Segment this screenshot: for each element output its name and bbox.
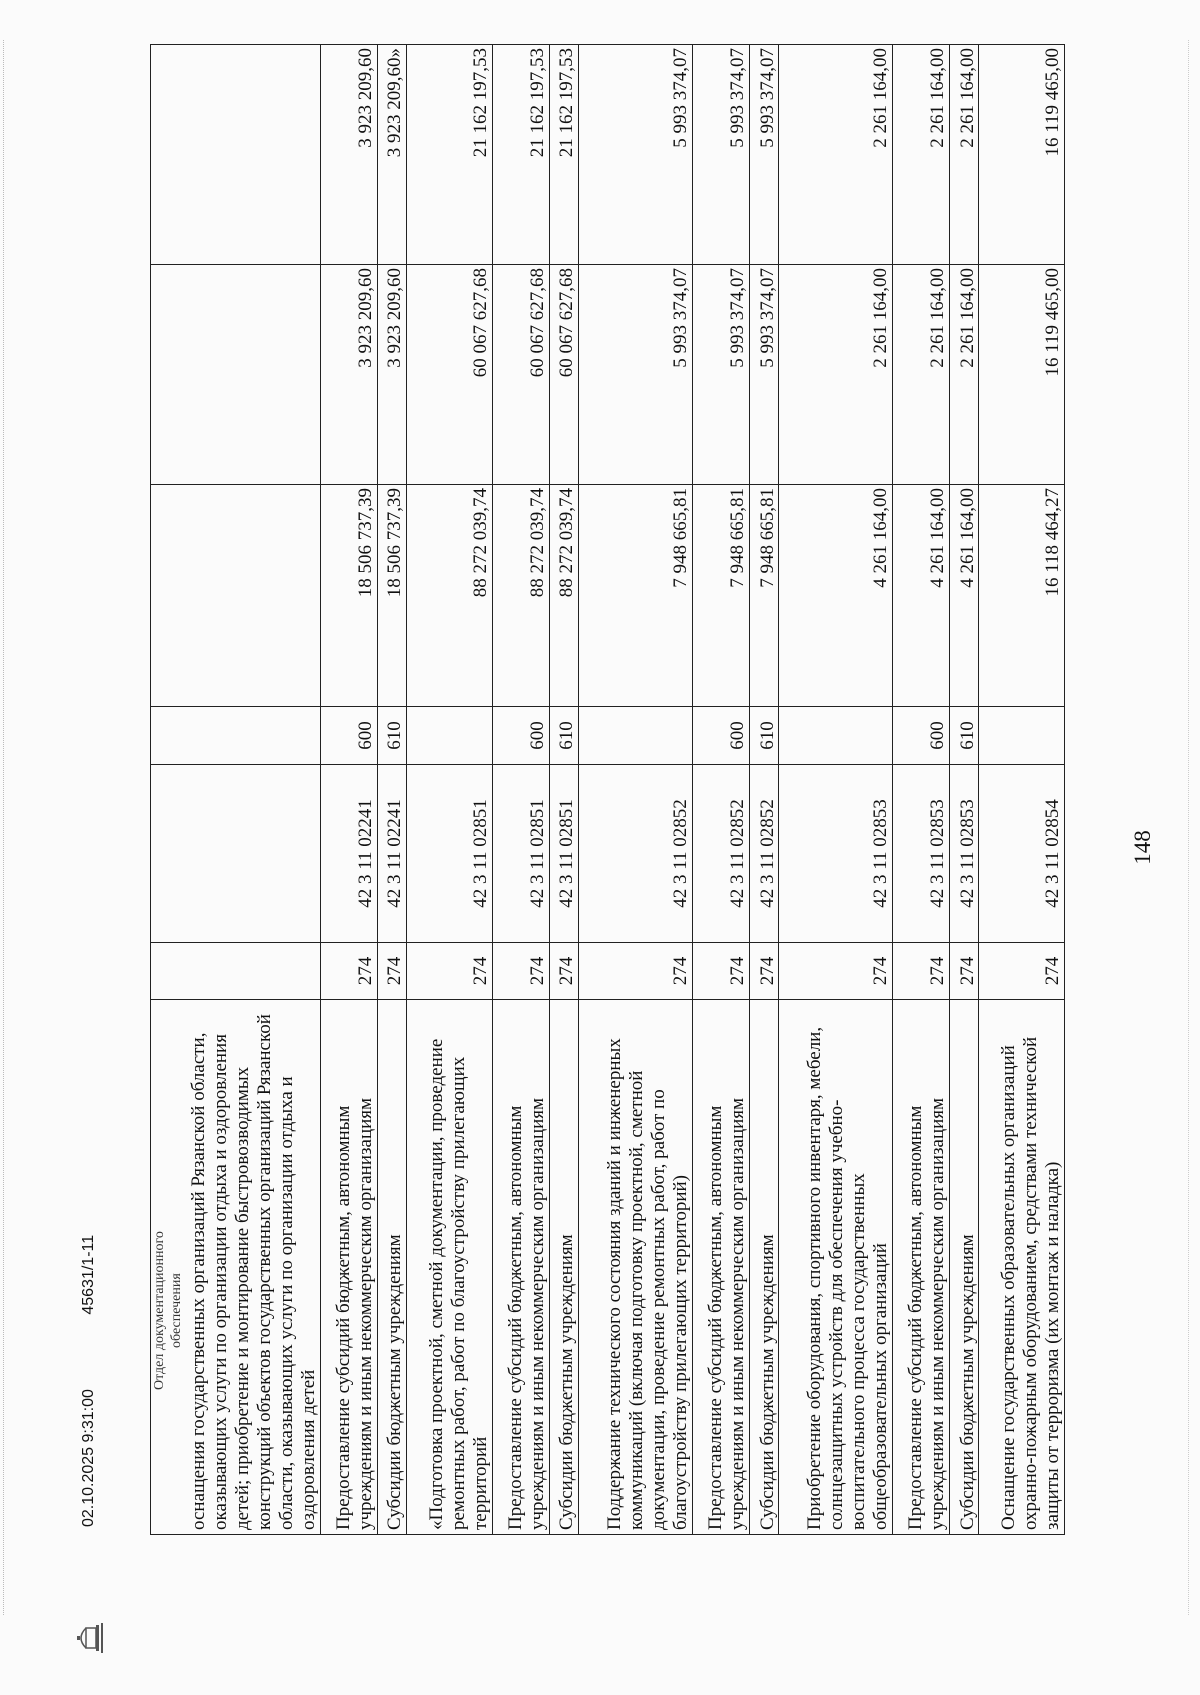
expense-type-cell: 600 xyxy=(692,707,749,765)
amount-year1-cell: 7 948 665,81 xyxy=(692,485,749,707)
footer-doc-code: 45631/1-11 xyxy=(80,1234,97,1315)
amount-year2-cell: 60 067 627,68 xyxy=(407,265,492,485)
expense-type-cell: 600 xyxy=(320,707,377,765)
table-row xyxy=(320,45,377,1535)
amount-year2-cell: 3 923 209,60 xyxy=(377,265,406,485)
table-row xyxy=(377,45,406,1535)
ministry-code-cell: 274 xyxy=(892,943,949,1000)
amount-year1-cell: 4 261 164,00 xyxy=(892,485,949,707)
page-number: 148 xyxy=(1130,830,1155,865)
amount-year2-cell: 16 119 465,00 xyxy=(979,265,1065,485)
amount-year1-cell xyxy=(151,485,321,707)
row-name-cell: Предоставление субсидий бюджетным, автономным учреждениям и иным некоммерческим организациям xyxy=(892,1000,949,1535)
amount-year1-cell: 88 272 039,74 xyxy=(492,485,549,707)
ministry-code-cell: 274 xyxy=(320,943,377,1000)
amount-year2-cell: 60 067 627,68 xyxy=(549,265,578,485)
table-row xyxy=(492,45,549,1535)
target-article-cell: 42 3 11 02853 xyxy=(779,765,892,943)
expense-type-cell xyxy=(151,707,321,765)
scan-edge-marks-bottom xyxy=(1188,40,1191,1615)
amount-year1-cell: 18 506 737,39 xyxy=(320,485,377,707)
amount-year3-cell: 5 993 374,07 xyxy=(579,45,692,265)
amount-year3-cell xyxy=(151,45,321,265)
expense-type-cell: 610 xyxy=(750,707,779,765)
expense-type-cell: 610 xyxy=(549,707,578,765)
target-article-cell: 42 3 11 02852 xyxy=(692,765,749,943)
target-article-cell: 42 3 11 02241 xyxy=(320,765,377,943)
target-article-cell: 42 3 11 02852 xyxy=(579,765,692,943)
ministry-code-cell: 274 xyxy=(579,943,692,1000)
amount-year3-cell: 5 993 374,07 xyxy=(750,45,779,265)
amount-year3-cell: 3 923 209,60» xyxy=(377,45,406,265)
amount-year3-cell: 21 162 197,53 xyxy=(407,45,492,265)
target-article-cell: 42 3 11 02854 xyxy=(979,765,1065,943)
row-name-cell: Субсидии бюджетным учреждениям xyxy=(950,1000,979,1535)
expense-type-cell: 610 xyxy=(377,707,406,765)
department-stamp xyxy=(152,1231,186,1390)
ministry-code-cell: 274 xyxy=(779,943,892,1000)
ministry-code-cell: 274 xyxy=(750,943,779,1000)
scan-edge-marks xyxy=(3,40,6,1615)
row-name-cell: Предоставление субсидий бюджетным, автономным учреждениям и иным некоммерческим организациям xyxy=(692,1000,749,1535)
target-article-cell: 42 3 11 02853 xyxy=(892,765,949,943)
footer-info xyxy=(80,1165,98,1527)
amount-year3-cell: 2 261 164,00 xyxy=(779,45,892,265)
amount-year3-cell: 2 261 164,00 xyxy=(950,45,979,265)
amount-year1-cell: 7 948 665,81 xyxy=(750,485,779,707)
amount-year2-cell: 2 261 164,00 xyxy=(892,265,949,485)
target-article-cell xyxy=(151,765,321,943)
target-article-cell: 42 3 11 02241 xyxy=(377,765,406,943)
amount-year3-cell: 21 162 197,53 xyxy=(492,45,549,265)
amount-year2-cell: 5 993 374,07 xyxy=(579,265,692,485)
amount-year1-cell: 4 261 164,00 xyxy=(950,485,979,707)
target-article-cell: 42 3 11 02851 xyxy=(407,765,492,943)
table-row xyxy=(692,45,749,1535)
amount-year2-cell: 60 067 627,68 xyxy=(492,265,549,485)
target-article-cell: 42 3 11 02851 xyxy=(492,765,549,943)
amount-year1-cell: 88 272 039,74 xyxy=(407,485,492,707)
amount-year1-cell: 7 948 665,81 xyxy=(579,485,692,707)
expense-type-cell xyxy=(779,707,892,765)
amount-year2-cell xyxy=(151,265,321,485)
table-row xyxy=(892,45,949,1535)
table-row xyxy=(779,45,892,1535)
ministry-code-cell: 274 xyxy=(950,943,979,1000)
amount-year2-cell: 2 261 164,00 xyxy=(950,265,979,485)
stamp-line-1: Отдел документационного xyxy=(152,1231,167,1390)
amount-year1-cell: 88 272 039,74 xyxy=(549,485,578,707)
stamp-line-2: обеспечения xyxy=(168,1273,184,1348)
ministry-code-cell: 274 xyxy=(979,943,1065,1000)
row-name-cell: Предоставление субсидий бюджетным, автономным учреждениям и иным некоммерческим организациям xyxy=(492,1000,549,1535)
row-name-cell: «Подготовка проектной, сметной документации, проведение ремонтных работ, работ по благоустройству прилегающих территорий xyxy=(407,1000,492,1535)
amount-year1-cell: 4 261 164,00 xyxy=(779,485,892,707)
row-name-cell: Поддержание технического состояния зданий и инженерных коммуникаций (включая подготовку проектной, сметной документации, проведение ремонтных работ, работ по благоустройству прилегающих территорий) xyxy=(579,1000,692,1535)
amount-year2-cell: 5 993 374,07 xyxy=(692,265,749,485)
table-row xyxy=(549,45,578,1535)
row-name-cell: Предоставление субсидий бюджетным, автономным учреждениям и иным некоммерческим организациям xyxy=(320,1000,377,1535)
ministry-code-cell xyxy=(151,943,321,1000)
row-name-cell: Приобретение оборудования, спортивного инвентаря, мебели, солнцезащитных устройств для обеспечения учебно-воспитательного процесса государственных общеобразовательных организаций xyxy=(779,1000,892,1535)
expense-type-cell xyxy=(407,707,492,765)
budget-table xyxy=(150,44,1065,1535)
amount-year3-cell: 5 993 374,07 xyxy=(692,45,749,265)
expense-type-cell xyxy=(979,707,1065,765)
ministry-code-cell: 274 xyxy=(407,943,492,1000)
amount-year3-cell: 21 162 197,53 xyxy=(549,45,578,265)
row-name-cell: оснащения государственных организаций Рязанской области, оказывающих услуги по организации отдыха и оздоровления детей; приобретение и монтирование быстровозводимых конструкций объектов государственных организаций Рязанской области, оказывающих услуги по организации отдыха и оздоровления детей xyxy=(151,1000,321,1535)
expense-type-cell xyxy=(579,707,692,765)
ministry-code-cell: 274 xyxy=(692,943,749,1000)
amount-year1-cell: 16 118 464,27 xyxy=(979,485,1065,707)
row-name-cell: Субсидии бюджетным учреждениям xyxy=(377,1000,406,1535)
expense-type-cell: 610 xyxy=(950,707,979,765)
emblem-icon xyxy=(74,1621,108,1655)
row-name-cell: Субсидии бюджетным учреждениям xyxy=(750,1000,779,1535)
expense-type-cell: 600 xyxy=(892,707,949,765)
amount-year3-cell: 2 261 164,00 xyxy=(892,45,949,265)
amount-year1-cell: 18 506 737,39 xyxy=(377,485,406,707)
table-row xyxy=(979,45,1065,1535)
amount-year2-cell: 3 923 209,60 xyxy=(320,265,377,485)
target-article-cell: 42 3 11 02853 xyxy=(950,765,979,943)
table-row xyxy=(950,45,979,1535)
row-name-cell: Оснащение государственных образовательных организаций охранно-пожарным оборудованием, средствами технической защиты от терроризма (их монтаж и наладка) xyxy=(979,1000,1065,1535)
amount-year3-cell: 3 923 209,60 xyxy=(320,45,377,265)
amount-year2-cell: 5 993 374,07 xyxy=(750,265,779,485)
target-article-cell: 42 3 11 02851 xyxy=(549,765,578,943)
ministry-code-cell: 274 xyxy=(549,943,578,1000)
table-row xyxy=(579,45,692,1535)
row-name-cell: Субсидии бюджетным учреждениям xyxy=(549,1000,578,1535)
amount-year2-cell: 2 261 164,00 xyxy=(779,265,892,485)
table-row xyxy=(750,45,779,1535)
table-row xyxy=(407,45,492,1535)
footer-date: 02.10.2025 9:31:00 xyxy=(80,1389,97,1527)
ministry-code-cell: 274 xyxy=(377,943,406,1000)
ministry-code-cell: 274 xyxy=(492,943,549,1000)
amount-year3-cell: 16 119 465,00 xyxy=(979,45,1065,265)
expense-type-cell: 600 xyxy=(492,707,549,765)
target-article-cell: 42 3 11 02852 xyxy=(750,765,779,943)
